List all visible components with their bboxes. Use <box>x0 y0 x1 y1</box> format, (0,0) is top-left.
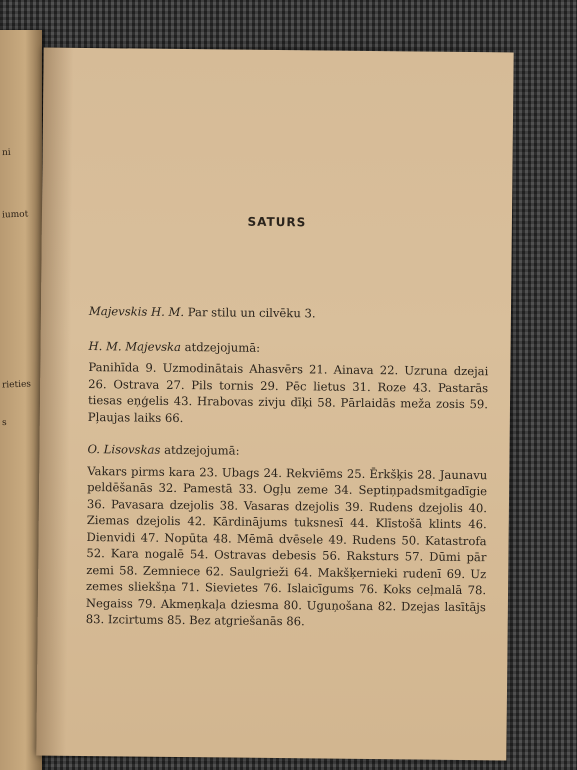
section1-entries: Panihīda 9. Uzmodinātais Ahasvērs 21. Ainava 22. Uzruna dzejai 26. Ostrava 27. Pils tornis 29. Pēc lietus 31. Roze 43. Pastarās tiesas eņģelis 43. Hrabovas zivju dīķi 58. Pārlaidās meža zosis 59. Pļaujas laiks 66. <box>87 360 489 425</box>
prev-page-fragment: iumot <box>1 209 29 221</box>
previous-page-edge <box>0 30 42 770</box>
section1-label: atdzejojumā: <box>184 339 261 355</box>
intro-line <box>89 303 489 324</box>
page-heading: SATURS <box>247 214 307 230</box>
section2-label: atdzejojumā: <box>164 442 240 458</box>
prev-page-fragment: rieties <box>1 379 32 391</box>
intro-author: Majevskis H. M. <box>88 304 185 320</box>
section2-heading <box>87 441 487 462</box>
table-of-contents <box>85 303 489 648</box>
intro-title: Par stilu un cilvēku 3. <box>187 305 316 321</box>
prev-page-fragment: s <box>1 417 7 429</box>
section1-heading <box>89 338 489 359</box>
prev-page-fragment: ni <box>1 147 11 159</box>
section2-entries: Vakars pirms kara 23. Ubags 24. Rekviēms 25. Ērkšķis 28. Jaunavu peldēšanās 32. Pamestā 33. Ogļu zeme 34. Septiņpadsmitgadīgie 36. Pavasara dzejolis 38. Vasaras dzejolis 39. Rudens dzejolis 40. Ziemas dzejolis 42. Kārdinājums tuksnesī 44. Klīstošā klints 46. Dienvidi 47. Nopūta 48. Mēmā dvēsele 49. Rudens 50. Katastrofa 52. Kara nogalē 54. Ostravas debesis 56. Raksturs 57. Dūmi pār zemi 58. Zemniece 62. Saulgrieži 64. Makšķernieki rudenī 69. Uz zemes sliekšņa 71. Sievietes 76. Islaicīgums 76. Koks ceļmalā 78. Negaiss 79. Akmeņkaļa dziesma 80. Uguņošana 82. Dzejas lasītājs 83. Izcirtums 85. Bez atgriešanās 86. <box>85 463 488 629</box>
section1-translator: H. M. Majevska <box>88 338 182 354</box>
book-page <box>36 48 513 761</box>
section2-translator: O. Lisovskas <box>87 442 161 457</box>
